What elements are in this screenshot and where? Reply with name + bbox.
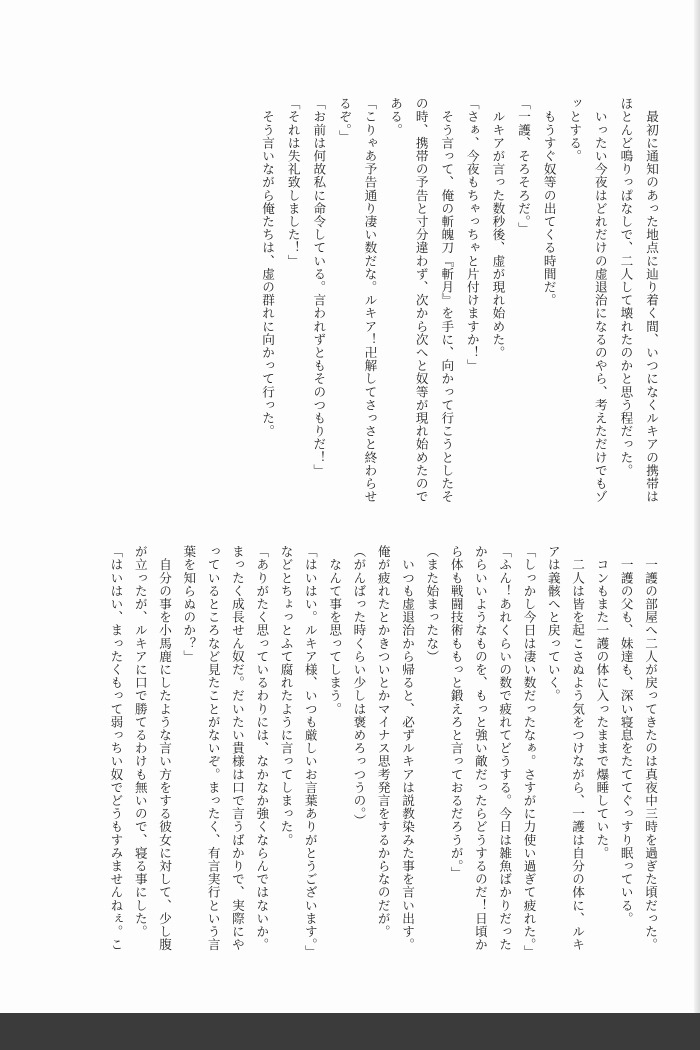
text-line: が立ったが、ルキアに口で勝てるわけも無いので、寝る事にした。 <box>132 545 148 938</box>
text-line: コンもまた一護の体に入ったままで爆睡していた。 <box>594 545 610 860</box>
text-line: ある。 <box>388 97 404 137</box>
page-edge <box>694 0 700 1013</box>
text-line: るぞ。」 <box>336 97 352 144</box>
text-line: まったく成長せん奴だ。だいたい貴様は口で言うばかりで、実際にや <box>229 545 245 952</box>
text-line: 「お前は何故私に命令している。言われずともそのつもりだ！」 <box>311 97 327 477</box>
text-line: などとちょっとふて腐れたように言ってしまった。 <box>278 545 294 847</box>
text-line: ほとんど鳴りっぱなしで、二人して壊れたのかと思う程だった。 <box>618 97 634 477</box>
text-line: いつも虚退治から帰ると、必ずルキアは説教染みた事を言い出す。 <box>400 545 416 952</box>
text-line: （がんばった時くらい少しは褒めろっつうの。） <box>351 545 367 827</box>
text-line: 二人は皆を起こさぬよう気をつけながら、一護は自分の体に、ルキ <box>570 545 586 952</box>
text-line: の時、携帯の予告と寸分違わず、次から次へと奴等が現れ始めたので <box>413 97 429 504</box>
text-line: ルキアが言った数秒後、虚が現れ始めた。 <box>490 97 506 359</box>
text-line: 「さぁ、今夜もちゃっちゃと片付けますか！」 <box>464 97 480 373</box>
text-line: 「はいはい、まったくもって弱っちい奴でどうもすみませんねぇ。こ <box>108 545 124 952</box>
text-line: 自分の事を小馬鹿にしたような言い方をする彼女に対して、少し腹 <box>157 545 173 952</box>
text-line: 「一護、そろそろだ。」 <box>516 97 532 235</box>
scan-bottom-border <box>0 1013 700 1050</box>
text-line: 「ふん！あれくらいの数で疲れてどうする。今日は雑魚ばかりだった <box>497 545 513 952</box>
text-line: からいいようなものを、もっと強い敵だったらどうするのだ！日頃か <box>472 545 488 952</box>
text-line: 最初に通知のあった地点に辿り着く間、いつになくルキアの携帯は <box>644 97 659 504</box>
text-line: もうすぐ奴等の出てくる時間だ。 <box>541 97 557 307</box>
text-section-top <box>255 97 665 503</box>
text-line: （また始まったな） <box>424 545 440 663</box>
text-line: 俺が疲れたとかきついとかマイナス思考発言をするからなのだが。 <box>375 545 391 938</box>
text-section-bottom <box>103 545 662 958</box>
text-line: ら体も戦闘技術ももっと鍛えろと言っておるだろうが。」 <box>448 545 464 880</box>
text-line: ッとする。 <box>567 97 583 163</box>
text-line: なんて事を思ってしまう。 <box>327 545 343 716</box>
text-line: 葉を知らぬのか？」 <box>181 545 197 663</box>
text-line: 「こりゃあ予告通り凄い数だな。ルキア！卍解してさっさと終わらせ <box>362 97 378 504</box>
text-line: そう言いながら俺たちは、虚の群れに向かって行った。 <box>260 97 276 438</box>
text-line: いったい今夜はどれだけの虚退治になるのやら、考えただけでもゾ <box>592 97 608 504</box>
text-line: そう言って、俺の斬魄刀『斬月』を手に、向かって行こうとしたそ <box>439 97 455 504</box>
text-line: 一護の父も、妹達も、深い寝息をたててぐっすり眠っている。 <box>618 545 634 925</box>
text-line: 「はいはい。ルキア様、いつも厳しいお言葉ありがとうございます。」 <box>302 545 318 958</box>
text-line: 「ありがたく思っているわりには、なかなか強くならんではないか。 <box>254 545 270 952</box>
text-line: 「しっかし今日は凄い数だったなぁ。さすがに力使い過ぎて疲れた。」 <box>521 545 537 958</box>
text-line: っているところなど見たことがないぞ。まったく、有言実行という言 <box>205 545 221 952</box>
text-line: 一護の部屋へ二人が戻ってきたのは真夜中三時を過ぎた頃だった。 <box>643 545 658 952</box>
text-line: 「それは失礼致しました！」 <box>285 97 301 268</box>
text-line: アは義骸へと戻っていく。 <box>545 545 561 703</box>
